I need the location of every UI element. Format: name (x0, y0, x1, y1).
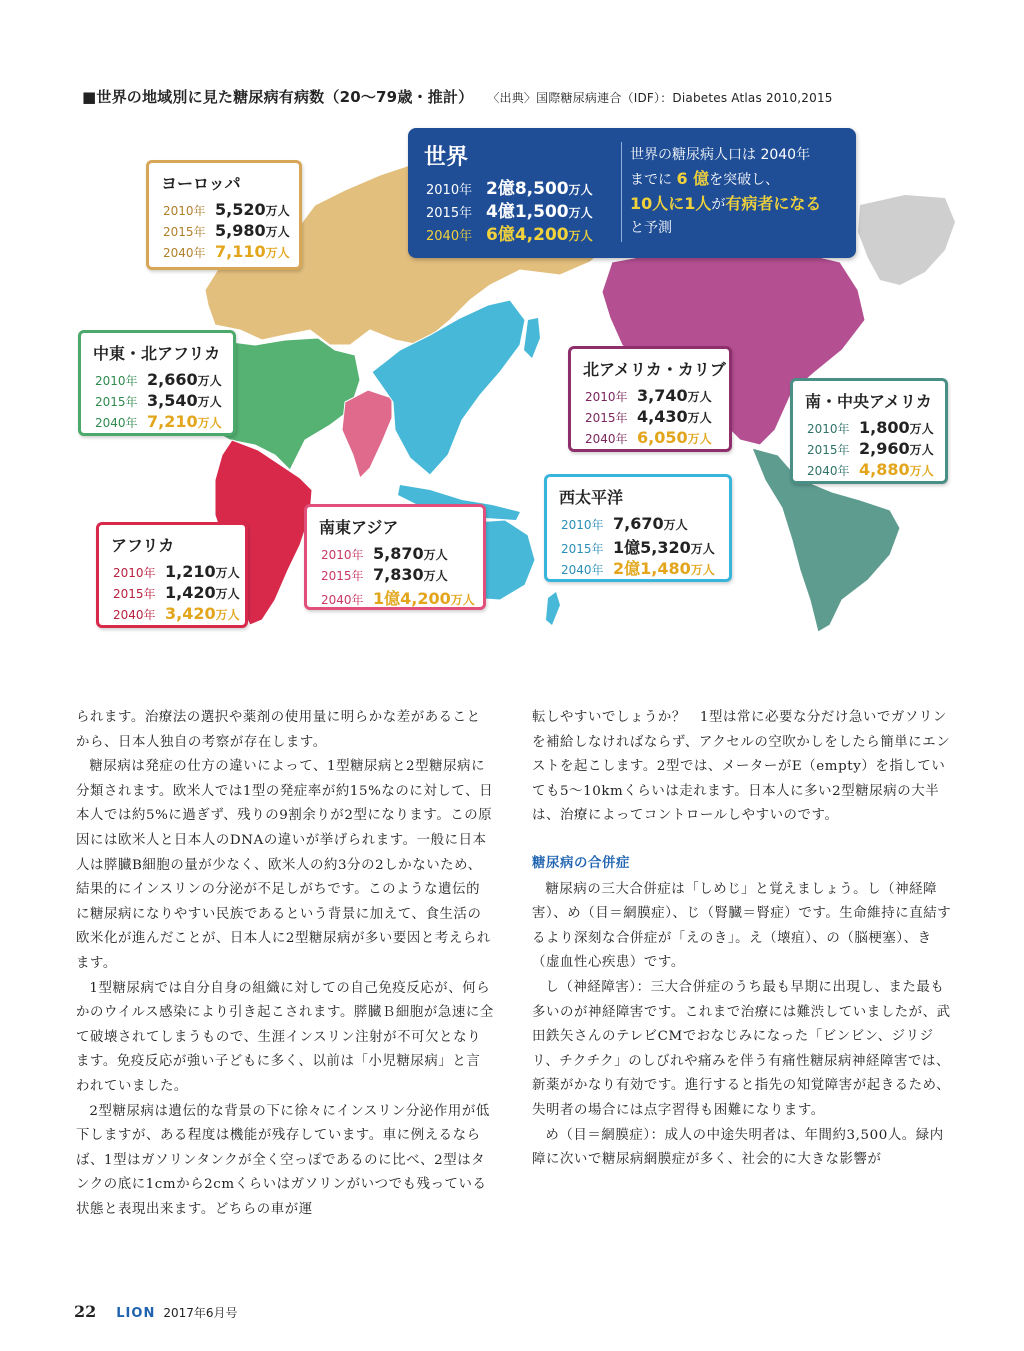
region-name: ヨーロッパ (161, 174, 241, 193)
year-label: 2010年 (426, 183, 473, 198)
map-greenland (858, 195, 955, 285)
value-unit: 万人 (265, 225, 290, 239)
note-line (630, 192, 821, 217)
value-number: 4,430 (637, 407, 688, 426)
world-rows (426, 174, 593, 243)
region-callout-europe (146, 160, 302, 270)
year-label: 2010年 (561, 518, 604, 532)
region-callout-se-asia (304, 504, 486, 610)
region-callout-north-america (568, 346, 732, 452)
year-label: 2015年 (95, 395, 138, 409)
year-label: 2010年 (113, 566, 156, 580)
region-callout-middle-east (78, 330, 236, 436)
value-unit: 万人 (265, 246, 290, 260)
value (613, 535, 715, 558)
world-name: 世界 (424, 145, 469, 170)
paragraph: 糖尿病の三大合併症は「しめじ」と覚えましょう。し（神経障害）、め（目＝網膜症）、じ（腎臓＝腎症）です。生命維持に直結するより深刻な合併症が「えのき」。え（壊疽）、の（脳梗塞）、き（虚血性心疾患）です。 (532, 881, 952, 971)
value (486, 220, 593, 245)
figure-title (82, 86, 833, 107)
value-number: 1億5,320 (613, 538, 691, 557)
divider (621, 142, 622, 242)
paragraph: られます。治療法の選択や薬剤の使用量に明らかな差があることから、日本人独自の考察が存在します。 (76, 710, 481, 750)
region-row (321, 586, 483, 607)
region-row (113, 583, 245, 604)
paragraph: 転しやすいでしょうか？ 1型は常に必要な分だけ急いでガソリンを補給しなければならず、アクセルの空吹かしをしたら簡単にエンストを起こします。2型では、メーターがE（empty）を指していても5〜10kmくらいは走れます。日本人に多い2型糖尿病の大半は、治療によってコントロールしやすいのです。 (532, 710, 951, 824)
value (215, 242, 290, 261)
value-unit: 万人 (687, 432, 712, 446)
value-unit: 万人 (909, 422, 934, 436)
year-label: 2040年 (561, 563, 604, 577)
region-row (807, 460, 945, 481)
value (637, 428, 712, 447)
magazine-name: LION (116, 1306, 156, 1321)
value-unit: 万人 (197, 374, 222, 388)
value-unit: 万人 (909, 464, 934, 478)
value-unit: 万人 (423, 548, 448, 562)
value-number: 7,670 (613, 514, 664, 533)
region-name: 南東アジア (319, 518, 399, 537)
note-line (630, 167, 821, 192)
region-callout-africa (96, 522, 248, 628)
region-name: 南・中央アメリカ (805, 392, 932, 411)
region-name: 北アメリカ・カリブ (583, 360, 726, 379)
value-number: 1億4,200 (373, 589, 451, 608)
value-number: 2億8,500 (486, 179, 569, 199)
value (613, 556, 715, 579)
region-row (585, 407, 729, 428)
region-row (321, 565, 483, 586)
value-number: 4億1,500 (486, 202, 569, 222)
region-row (113, 604, 245, 625)
value (165, 562, 240, 581)
value-number: 3,540 (147, 391, 198, 410)
value (637, 407, 712, 426)
region-row (113, 562, 245, 583)
value-unit: 万人 (687, 390, 712, 404)
paragraph: 1型糖尿病では自分自身の組織に対しての自己免疫反応が、何らかのウイルス感染により引き起こされます。膵臓Ｂ細胞が急速に全て破壊されてしまうもので、生涯インスリン注射が不可欠となります。免疫反応が強い子どもに多く、以前は「小児糖尿病」と言われていました。 (76, 980, 494, 1094)
world-row (426, 220, 593, 243)
value-unit: 万人 (215, 608, 240, 622)
value (486, 174, 593, 199)
value-number: 2億1,480 (613, 559, 691, 578)
article-column-left (76, 706, 494, 1222)
note-emphasis: 1人 (684, 194, 712, 213)
value-unit: 万人 (568, 206, 593, 220)
paragraph: 2型糖尿病は遺伝的な背景の下に徐々にインスリン分泌作用が低下しますが、ある程度は機能が残存しています。車に例えるならば、1型はガソリンタンクが全く空っぽであるのに比べ、2型はタンクの底に1cmから2cmくらいはガソリンがいつでも残っている状態と表現出来ます。どちらの車が運 (76, 1103, 490, 1217)
value (486, 197, 593, 222)
year-label: 2040年 (95, 416, 138, 430)
value (637, 386, 712, 405)
year-label: 2010年 (321, 548, 364, 562)
value-number: 7,210 (147, 412, 198, 431)
year-label: 2015年 (561, 542, 604, 556)
value (215, 221, 290, 240)
value (215, 200, 290, 219)
year-label: 2010年 (95, 374, 138, 388)
year-label: 2015年 (426, 206, 473, 221)
value (373, 586, 475, 609)
year-label: 2015年 (807, 443, 850, 457)
world-row (426, 197, 593, 220)
value (373, 544, 448, 563)
paragraph: 糖尿病は発症の仕方の違いによって、1型糖尿病と2型糖尿病に分類されます。欧米人では1型の発症率が約15%なのに対して、日本人では約5%に過ぎず、残りの9割余りが2型になります。この原因には欧米人と日本人のDNAの違いが挙げられます。一般に日本人は膵臓B細胞の量が少なく、欧米人の約3分の2しかないため、結果的にインスリンの分泌が不足しがちです。このような遺伝的に糖尿病になりやすい民族であるという背景に加えて、食生活の欧米化が進んだことが、日本人に2型糖尿病が多い要因と考えられます。 (76, 759, 494, 971)
note-text: が (711, 197, 726, 213)
note-emphasis: 6 億 (676, 169, 710, 188)
value-unit: 万人 (423, 569, 448, 583)
paragraph: し（神経障害）：三大合併症のうち最も早期に出現し、また最も多いのが神経障害です。これまで治療には難渋していましたが、武田鉄矢さんのテレビCMでおなじみになった「ビンビン、ジリジリ、チクチク」のしびれや痛みを伴う有痛性糖尿病神経障害では、新薬がかなり有効です。進行すると指先の知覚障害が起きるため、失明者の場合には点字習得も困難になります。 (532, 979, 951, 1118)
value-unit: 万人 (197, 416, 222, 430)
value-number: 1,420 (165, 583, 216, 602)
section-heading: 糖尿病の合併症 (532, 855, 630, 871)
region-row (163, 242, 299, 263)
note-emphasis: 10人に (630, 194, 685, 213)
value (147, 412, 222, 431)
year-label: 2015年 (113, 587, 156, 601)
region-row (807, 439, 945, 460)
year-label: 2040年 (113, 608, 156, 622)
article-column-right (532, 706, 956, 1173)
year-label: 2040年 (807, 464, 850, 478)
value-number: 1,210 (165, 562, 216, 581)
value-number: 4,880 (859, 460, 910, 479)
year-label: 2015年 (585, 411, 628, 425)
value-unit: 万人 (450, 593, 475, 607)
value-unit: 万人 (690, 542, 715, 556)
value (859, 439, 934, 458)
region-row (585, 386, 729, 407)
value-number: 3,420 (165, 604, 216, 623)
value-unit: 万人 (215, 566, 240, 580)
value-number: 1,800 (859, 418, 910, 437)
value-unit: 万人 (265, 204, 290, 218)
region-callout-west-pacific (544, 474, 732, 582)
region-row (561, 535, 729, 556)
region-row (807, 418, 945, 439)
region-row (561, 514, 729, 535)
value (147, 391, 222, 410)
map-new-zealand (546, 592, 560, 625)
region-name: 中東・北アフリカ (93, 344, 221, 363)
region-row (561, 556, 729, 577)
issue-date: 2017年6月号 (163, 1306, 238, 1320)
year-label: 2015年 (321, 569, 364, 583)
map-south-asia (342, 390, 392, 478)
world-note (630, 144, 821, 240)
value-number: 5,870 (373, 544, 424, 563)
region-callout-south-america (790, 378, 948, 484)
region-name: 西太平洋 (559, 488, 624, 507)
note-line: と予測 (630, 220, 672, 236)
value (165, 583, 240, 602)
value-number: 2,660 (147, 370, 198, 389)
note-line: 世界の糖尿病人口は 2040年 (630, 147, 811, 163)
note-text: までに (630, 172, 677, 188)
value-unit: 万人 (909, 443, 934, 457)
world-callout (408, 128, 856, 258)
region-name: アフリカ (111, 536, 175, 555)
region-row (163, 200, 299, 221)
year-label: 2010年 (163, 204, 206, 218)
region-row (321, 544, 483, 565)
value-number: 6,050 (637, 428, 688, 447)
page-footer (74, 1302, 238, 1321)
paragraph: め（目＝網膜症）：成人の中途失明者は、年間約3,500人。緑内障に次いで糖尿病網膜症が多く、社会的に大きな影響が (532, 1127, 944, 1168)
map-japan (524, 318, 540, 358)
year-label: 2040年 (163, 246, 206, 260)
world-row (426, 174, 593, 197)
year-label: 2040年 (321, 593, 364, 607)
year-label: 2010年 (585, 390, 628, 404)
year-label: 2015年 (163, 225, 206, 239)
figure-source: 〈出典〉国際糖尿病連合（IDF）：Diabetes Atlas 2010,2015 (493, 91, 833, 105)
page-number: 22 (74, 1302, 97, 1321)
region-row (163, 221, 299, 242)
value-unit: 万人 (568, 229, 593, 243)
value (613, 514, 688, 533)
year-label: 2040年 (426, 229, 473, 244)
figure-title-text: ■世界の地域別に見た糖尿病有病数（20〜79歳・推計） (82, 88, 474, 106)
value-number: 6億4,200 (486, 225, 569, 245)
value (859, 460, 934, 479)
value-unit: 万人 (197, 395, 222, 409)
value-number: 5,980 (215, 221, 266, 240)
value (373, 565, 448, 584)
value-number: 3,740 (637, 386, 688, 405)
region-row (585, 428, 729, 449)
value (147, 370, 222, 389)
region-row (95, 370, 233, 391)
year-label: 2010年 (807, 422, 850, 436)
value-unit: 万人 (687, 411, 712, 425)
note-emphasis: 有病者になる (725, 194, 822, 213)
value (859, 418, 934, 437)
value-unit: 万人 (690, 563, 715, 577)
value (165, 604, 240, 623)
value-number: 7,110 (215, 242, 266, 261)
region-row (95, 412, 233, 433)
value-unit: 万人 (215, 587, 240, 601)
year-label: 2040年 (585, 432, 628, 446)
value-number: 2,960 (859, 439, 910, 458)
value-unit: 万人 (663, 518, 688, 532)
value-number: 7,830 (373, 565, 424, 584)
value-unit: 万人 (568, 183, 593, 197)
region-row (95, 391, 233, 412)
note-text: を突破し、 (709, 172, 780, 188)
value-number: 5,520 (215, 200, 266, 219)
